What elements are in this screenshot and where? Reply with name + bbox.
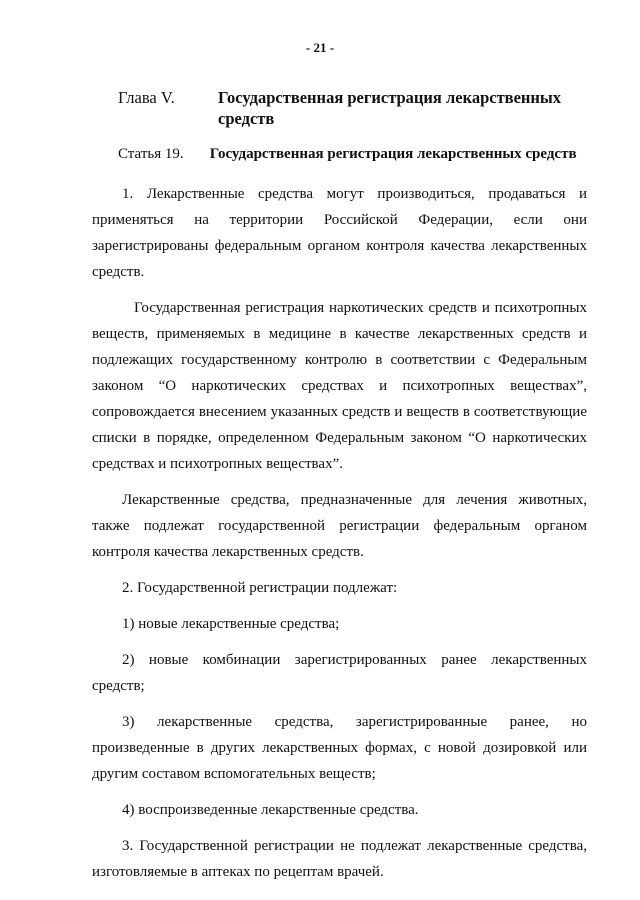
list-item-3: 3) лекарственные средства, зарегистрированные ранее, но произведенные в других лекарственных формах, с новой дозировкой или другим составом вспомогательных веществ; — [92, 714, 587, 782]
chapter-title: Государственная регистрация лекарственных средств — [218, 88, 562, 128]
article-title: Государственная регистрация лекарственных средств — [209, 146, 577, 162]
list-item-4: 4) воспроизведенные лекарственные средства. — [122, 802, 419, 818]
article-label: Статья 19. — [118, 146, 184, 162]
chapter-label: Глава V. — [118, 88, 175, 107]
paragraph-2: Государственная регистрация наркотических средств и психотропных веществ, применяемых в медицине в качестве лекарственных средств и подлежащих государственному контролю в соответствии с Федеральным законом “О наркотических средствах и психотропных веществах”, сопровождается внесением указанных средств и веществ в соответствующие списки в порядке, определенном Федеральным законом “О наркотических средствах и психотропных веществах”. — [92, 300, 587, 472]
article-heading — [118, 144, 598, 164]
list-item-1: 1) новые лекарственные средства; — [122, 616, 340, 632]
paragraph-1: 1. Лекарственные средства могут производиться, продаваться и применяться на территории Российской Федерации, если они зарегистрированы федеральным органом контроля качества лекарственных средств. — [92, 186, 587, 280]
page-number: - 21 - — [305, 40, 335, 55]
paragraph-5: 3. Государственной регистрации не подлежат лекарственные средства, изготовляемые в аптеках по рецептам врачей. — [92, 838, 587, 880]
list-item-2: 2) новые комбинации зарегистрированных ранее лекарственных средств; — [92, 652, 587, 694]
chapter-heading — [118, 87, 598, 129]
paragraph-4: 2. Государственной регистрации подлежат: — [122, 580, 398, 596]
paragraph-3: Лекарственные средства, предназначенные для лечения животных, также подлежат государственной регистрации федеральным органом контроля качества лекарственных средств. — [92, 492, 587, 560]
article-body — [92, 181, 587, 895]
